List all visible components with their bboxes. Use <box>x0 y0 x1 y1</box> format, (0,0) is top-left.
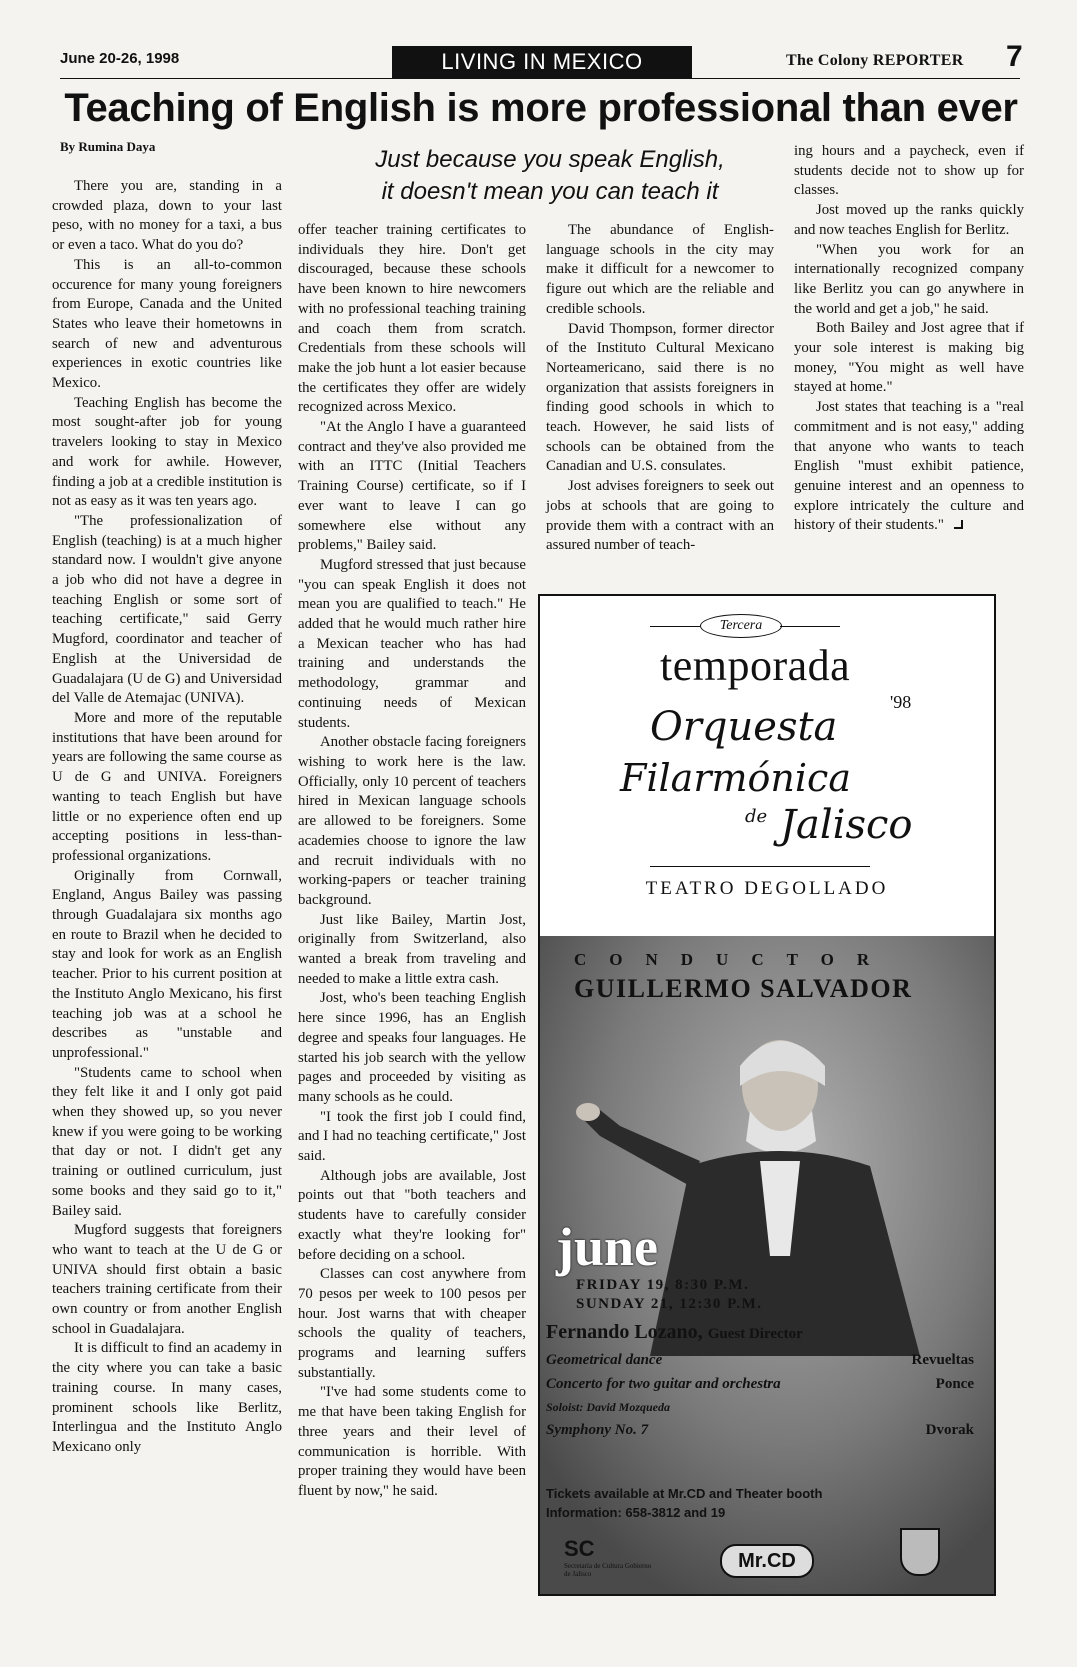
mrcd-logo: Mr.CD <box>720 1544 814 1578</box>
ticket-phone: Information: 658-3812 and 19 <box>546 1505 726 1520</box>
guest-director <box>546 1321 803 1344</box>
article-column-3 <box>546 221 774 556</box>
subhead-line-2: it doesn't mean you can teach it <box>381 178 719 205</box>
program-composer: Revueltas <box>911 1352 974 1368</box>
ticket-info <box>546 1484 822 1522</box>
paragraph: Jost, who's been teaching English here since 1996, has an English degree and speaks four languages. He started his job search with the yellow pages and proceeded by visiting as many schools as he could. <box>298 990 526 1105</box>
sc-logo-text: Secretaría de Cultura Gobierno de Jalisco <box>564 1562 652 1578</box>
program-item <box>546 1376 974 1393</box>
paragraph: Another obstacle facing foreigners wishing to work here is the law. Officially, only 10 percent of teachers hired in Mexican language schools are allowed to be foreigners. Some academies choose to ignore the law and recruit individuals with no working-papers or teacher training background. <box>298 734 526 908</box>
paragraph: Mugford stressed that just because "you can speak English it does not mean you are qualified to teach." He added that he would much rather hire a Mexican teacher who has had training and understands the methodology, grammar and continuing needs of Mexican students. <box>298 556 526 731</box>
paragraph: Jost advises foreigners to seek out jobs at schools that are going to provide them with a contract with an assured number of teach- <box>546 478 774 554</box>
paragraph: The abundance of English-language schools in the city may make it difficult for a newcomer to figure out which are the reliable and credible schools. <box>546 222 774 317</box>
filarmonica-script: Filarmónica <box>620 756 851 800</box>
program-composer: Dvorak <box>925 1422 974 1438</box>
end-mark-icon <box>954 520 963 529</box>
article-byline: By Rumina Daya <box>60 139 156 154</box>
paragraph: "I took the first job I could find, and I had no teaching certificate," Jost said. <box>298 1108 526 1165</box>
program-work: Geometrical dance <box>546 1352 663 1368</box>
tercera-label: Tercera <box>700 614 782 638</box>
guest-director-role: Guest Director <box>707 1326 803 1342</box>
paragraph: "Students came to school when they felt like it and I only got paid when they showed up, so you never knew if you were going to be working that day or not. I didn't get any training or outlined curriculum, just some books and they said go to it," Bailey said. <box>52 1064 282 1219</box>
article-headline: Teaching of English is more professional than ever <box>64 86 1018 130</box>
conductor-label: CONDUCTOR <box>574 950 893 969</box>
jalisco-script: Jalisco <box>780 802 913 848</box>
paragraph-text: Jost states that teaching is a "real commitment and is not easy," adding that anyone who wants to teach English "must exhibit patience, genuine interest and an openness to explore intricately the culture and history of their students." <box>794 399 1024 534</box>
sc-logo-mark: SC <box>564 1536 595 1561</box>
concert-advertisement <box>538 594 996 1596</box>
paragraph: More and more of the reputable institutions that have been around for years are following the same course as U de G and UNIVA. Foreigners wanting to teach English but have little or no experience often end up accepting positions in less-than-professional organizations. <box>52 709 282 864</box>
concert-date-2: SUNDAY 21, 12:30 P.M. <box>576 1296 763 1312</box>
paragraph: Mugford suggests that foreigners who want to teach at the U de G or UNIVA should first obtain a basic teachers training certificate from their own country or from another English school in Guadalajara. <box>52 1222 282 1337</box>
article-column-4 <box>794 142 1024 536</box>
paragraph <box>794 398 1024 536</box>
ornament-line <box>650 626 700 627</box>
paragraph: "I've had some students come to me that have been taking English for three years and their level of communication is horrible. With proper training they would have been fluent by now," he said. <box>298 1384 526 1499</box>
orquesta-script: Orquesta <box>650 704 838 750</box>
header-rule <box>60 78 1020 79</box>
concert-dates <box>576 1276 763 1314</box>
guest-director-name: Fernando Lozano, <box>546 1321 703 1343</box>
paragraph: Both Bailey and Jost agree that if your sole interest is making big money, "You might as well have stayed at home." <box>794 320 1024 396</box>
program-work: Concerto for two guitar and orchestra <box>546 1376 781 1392</box>
ticket-outlets: Tickets available at Mr.CD and Theater booth <box>546 1486 823 1501</box>
concert-month: june <box>556 1217 659 1277</box>
paragraph: ing hours and a paycheck, even if students decide not to show up for classes. <box>794 143 1024 199</box>
paragraph: Teaching English has become the most sought-after job for young travelers looking to stay in Mexico and work for awhile. However, finding a job at a credible institution is not as easy as it was ten years ago. <box>52 394 282 510</box>
paragraph: There you are, standing in a crowded plaza, down to your last peso, with no money for a taxi, a bus or even a taco. What do you do? <box>52 178 282 254</box>
paragraph: Although jobs are available, Jost points out that "both teachers and students have to carefully consider exactly what they're looking for" before deciding on a school. <box>298 1167 526 1263</box>
season-year: '98 <box>890 692 912 712</box>
program-item <box>546 1400 974 1415</box>
sc-logo <box>564 1536 654 1578</box>
de-script: de <box>745 806 768 827</box>
ornament-line <box>780 626 840 627</box>
program-work: Symphony No. 7 <box>546 1422 649 1438</box>
paragraph: David Thompson, former director of the Instituto Cultural Mexicano Norteamericano, said there is no organization that assists foreigners in finding good schools in which to teach. However, he said lists of schools can be obtained from the Canadian and U.S. consulates. <box>546 320 774 475</box>
paragraph: This is an all-to-common occurence for many young foreigners from Europe, Canada and the United States who leave their hometowns in search of new and adventurous experiences in exotic countries like Mexico. <box>52 256 282 392</box>
ad-photo-panel <box>540 936 994 1594</box>
article-column-1 <box>52 177 282 1458</box>
paragraph: Originally from Cornwall, England, Angus Bailey was passing through Guadalajara six months ago en route to Brazil when he decided to stay and look for work as an English teacher. Prior to his current position at the Instituto Anglo Mexicano, his first teaching job was at a school he describes as "unstable and unprofessional." <box>52 867 282 1061</box>
paragraph: "At the Anglo I have a guaranteed contract and they've also provided me with an ITTC (Initial Teachers Training Course) certificate, so if I ever want to leave I can go somewhere else without any problems," Bailey said. <box>298 419 526 554</box>
paragraph: Jost moved up the ranks quickly and now teaches English for Berlitz. <box>794 202 1024 238</box>
issue-date: June 20-26, 1998 <box>60 50 180 67</box>
divider-line <box>650 866 870 867</box>
newspaper-name: The Colony REPORTER <box>786 52 964 69</box>
program-composer: Ponce <box>935 1376 974 1392</box>
paragraph: Classes can cost anywhere from 70 pesos per week to 100 pesos per hour. Jost warns that with cheaper schools the quality of teachers, programs and learning suffers substantially. <box>298 1266 526 1381</box>
paragraph: offer teacher training certificates to individuals they hire. Don't get discouraged, because these schools have been known to hire newcomers with no professional teaching training and coach them from scratch. Credentials from these schools will make the job hunt a lot easier because the certificates they offer are widely recognized across Mexico. <box>298 222 526 416</box>
jalisco-coat-of-arms-icon <box>900 1528 940 1576</box>
program-item <box>546 1352 974 1369</box>
paragraph: "When you work for an internationally recognized company like Berlitz you can go anywhere in the world and get a job," he said. <box>794 241 1024 317</box>
program-work: Soloist: David Mozqueda <box>546 1400 671 1414</box>
paragraph: It is difficult to find an academy in the city where you can take a basic training course. In many cases, prominent schools like Berlitz, Interlingua and the Instituto Anglo Mexicano only <box>52 1340 282 1455</box>
section-banner: LIVING IN MEXICO <box>392 46 692 78</box>
program-item <box>546 1422 974 1439</box>
ad-header <box>540 596 994 936</box>
paragraph: "The professionalization of English (teaching) is at a much higher standard now. I wouldn't give anyone a job who did not have a degree in teaching English or some sort of teaching certificate," said Gerry Mugford, coordinator and teacher of English at the Universidad de Guadalajara (U de G) and Universidad del Valle de Atemajac (UNIVA). <box>52 512 282 707</box>
page-number: 7 <box>1006 40 1023 73</box>
paragraph: Just like Bailey, Martin Jost, originally from Switzerland, also wanted a break from traveling and needed to make a little extra cash. <box>298 911 526 987</box>
subhead-line-1: Just because you speak English, <box>375 146 725 173</box>
article-subhead <box>300 144 800 208</box>
conductor-name: GUILLERMO SALVADOR <box>574 974 913 1003</box>
concert-date-1: FRIDAY 19, 8:30 P.M. <box>576 1277 750 1293</box>
venue-name: TEATRO DEGOLLADO <box>645 878 889 899</box>
temporada-title: temporada <box>660 641 851 690</box>
article-column-2 <box>298 221 526 1502</box>
